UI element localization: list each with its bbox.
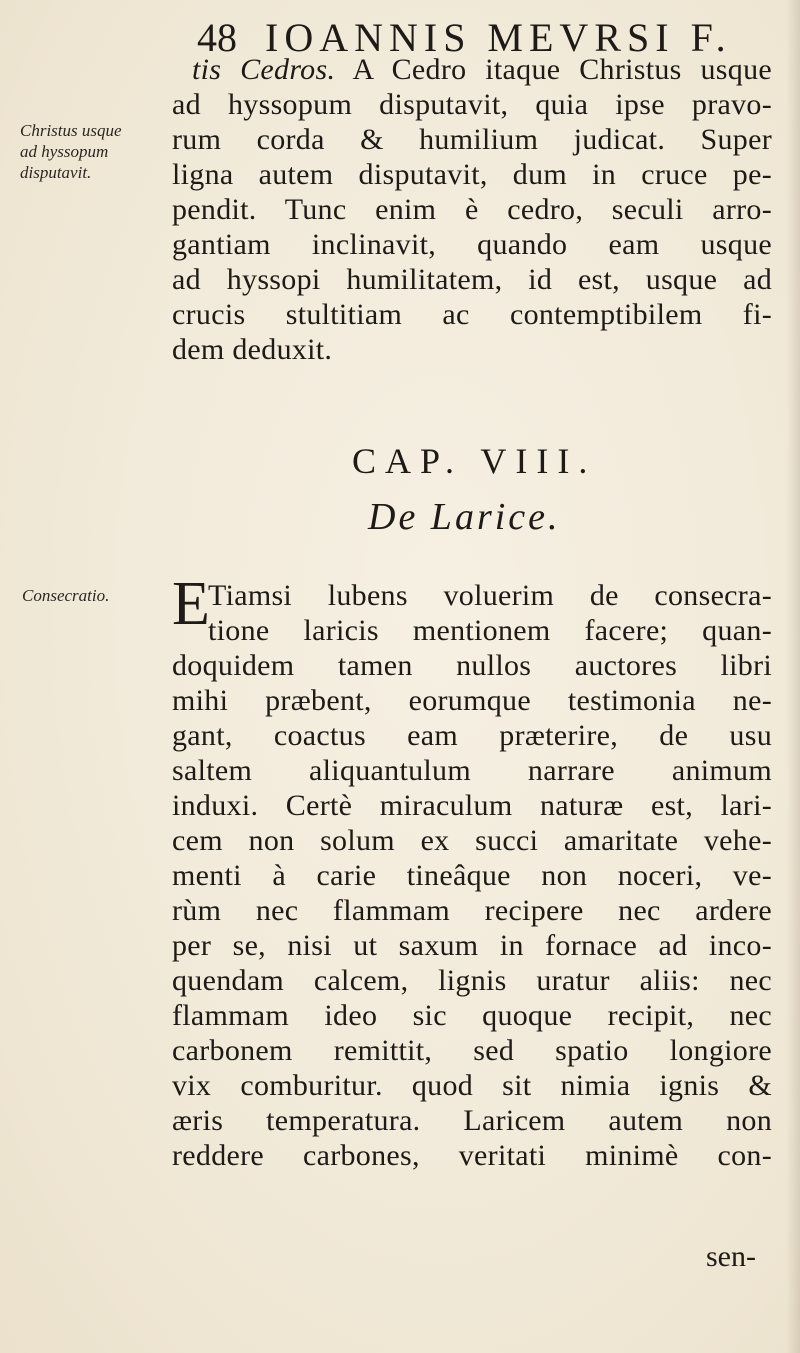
text-line: crucis stultitiam ac contemptibilem fi- <box>172 298 772 331</box>
catchword: sen- <box>706 1240 756 1273</box>
margin-note-line: ad hyssopum <box>20 142 109 161</box>
margin-note-line: Consecratio. <box>22 586 110 605</box>
margin-note-consecratio <box>22 585 109 606</box>
text-line: rùm nec flammam recipere nec ardere <box>172 894 772 927</box>
text-block-2 <box>172 578 772 1173</box>
text-line <box>172 52 772 87</box>
text-line: rum corda & humilium judicat. Super <box>172 123 772 156</box>
text-line: carbonem remittit, sed spatio longiore <box>172 1034 772 1067</box>
text-line: tione laricis mentionem facere; quan- <box>208 614 772 647</box>
text-line: cem non solum ex succi amaritate vehe- <box>172 824 772 857</box>
text-line: doquidem tamen nullos auctores libri <box>172 649 772 682</box>
text-line: æris temperatura. Laricem autem non <box>172 1104 772 1137</box>
text-line: per se, nisi ut saxum in fornace ad inco- <box>172 929 772 962</box>
margin-note-christus <box>20 120 122 183</box>
text-line: quendam calcem, lignis uratur aliis: nec <box>172 964 772 997</box>
text-line: dem deduxit. <box>172 333 333 366</box>
text-block-1 <box>172 52 772 367</box>
text-line-lead: tis Cedros. <box>192 53 336 86</box>
text-line: gantiam inclinavit, quando eam usque <box>172 228 772 261</box>
text-line: reddere carbones, veritati minimè con- <box>172 1139 772 1172</box>
text-line: saltem aliquantulum narrare animum <box>172 754 772 787</box>
page-number: 48 <box>197 15 237 60</box>
margin-note-line: Christus usque <box>20 121 122 140</box>
text-line-rest: A Cedro itaque Christus usque <box>335 53 772 86</box>
text-line: gant, coactus eam præterire, de usu <box>172 719 772 752</box>
text-line: vix comburitur. quod sit nimia ignis & <box>172 1069 772 1102</box>
text-line: induxi. Certè miraculum naturæ est, lari- <box>172 789 772 822</box>
margin-note-line: disputavit. <box>20 163 92 182</box>
running-title: IOANNIS MEVRSI F. <box>265 15 732 60</box>
chapter-number: CAP. VIII. <box>352 441 597 481</box>
text-line: flammam ideo sic quoque recipit, nec <box>172 999 772 1032</box>
text-line: ad hyssopum disputavit, quia ipse pravo- <box>172 88 772 121</box>
text-line: Tiamsi lubens voluerim de consecra- <box>208 579 772 612</box>
text-line: ligna autem disputavit, dum in cruce pe- <box>172 158 772 191</box>
drop-cap: E <box>172 570 210 638</box>
text-line: mihi præbent, eorumque testimonia ne- <box>172 684 772 717</box>
text-line: menti à carie tineâque non noceri, ve- <box>172 859 772 892</box>
text-line: pendit. Tunc enim è cedro, seculi arro- <box>172 193 772 226</box>
chapter-title: De Larice. <box>368 496 561 538</box>
text-line: ad hyssopi humilitatem, id est, usque ad <box>172 263 772 296</box>
page-edge-shadow <box>786 0 800 1353</box>
